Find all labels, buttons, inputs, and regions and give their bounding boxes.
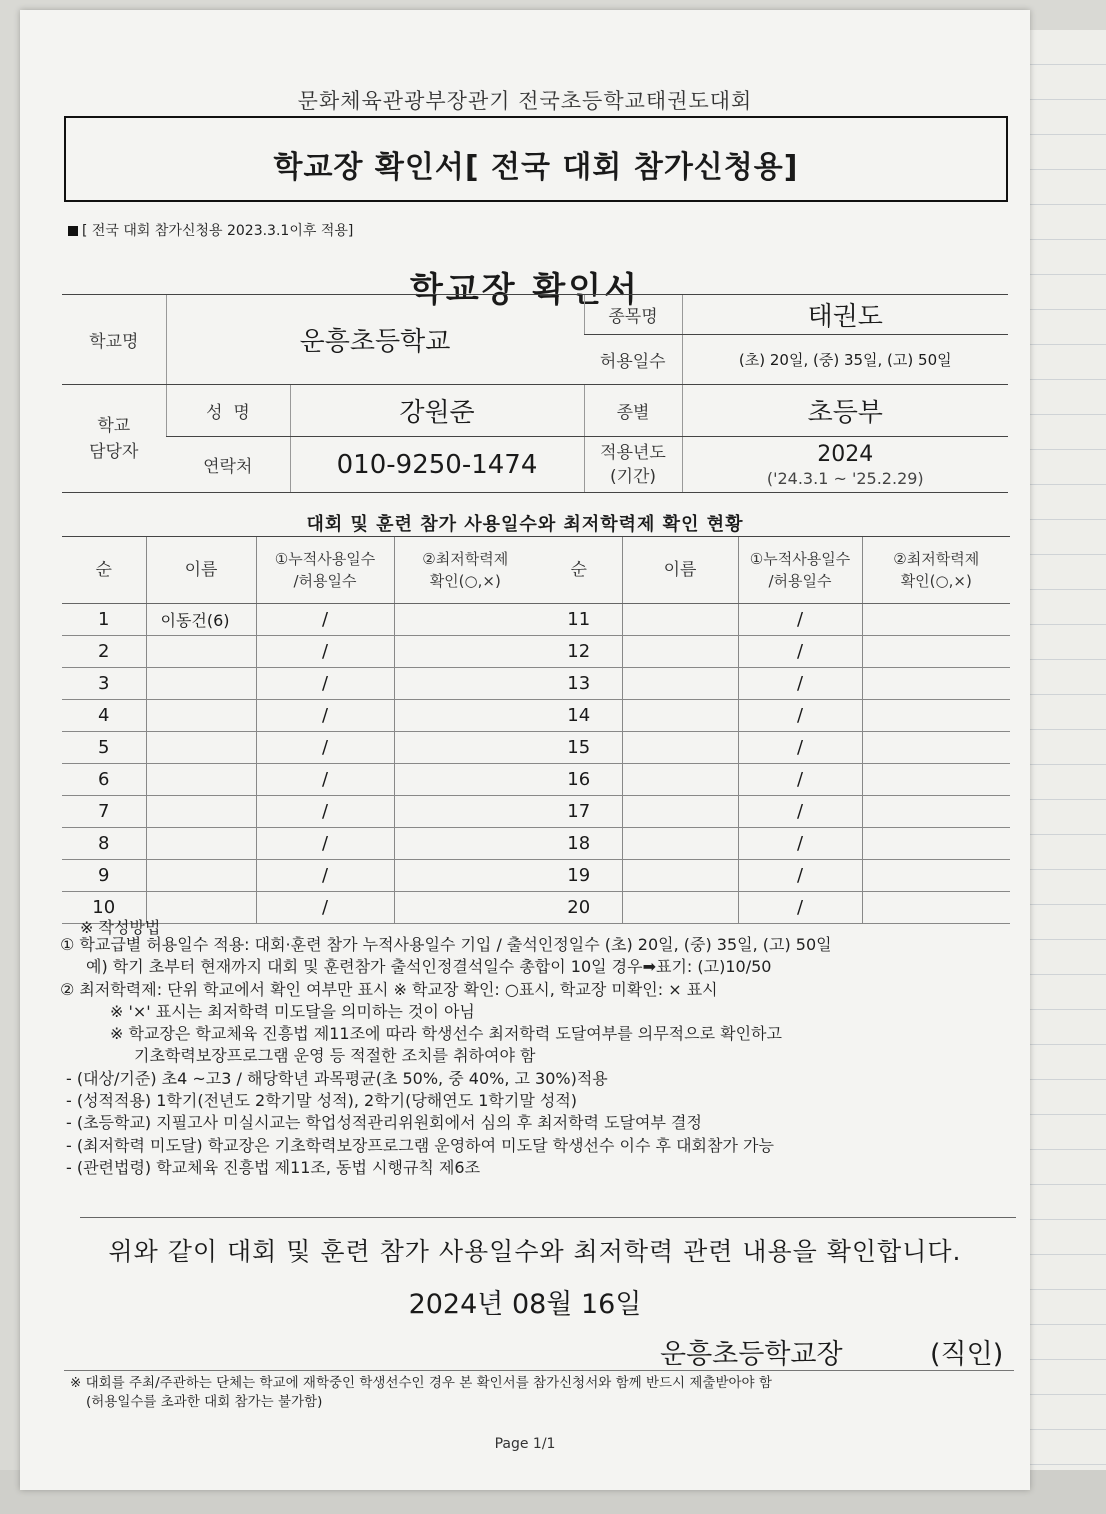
year-value: 2024 [817, 441, 874, 467]
row-name: 이동건(6) [146, 604, 256, 636]
col-no-header: 순 [62, 537, 146, 604]
form-title: 학교장 확인서[ 전국 대회 참가신청용] [273, 150, 799, 185]
row-check [862, 860, 1010, 892]
competition-title: 문화체육관광부장관기 전국초등학교태권도대회 [297, 89, 753, 113]
table-row [536, 636, 1010, 668]
row-name [146, 796, 256, 828]
table-row [536, 604, 1010, 636]
row-days: / [256, 636, 394, 668]
row-no: 13 [536, 668, 622, 700]
row-no: 16 [536, 764, 622, 796]
table-row [62, 732, 536, 764]
school-info-table [62, 294, 1008, 493]
row-check [394, 636, 536, 668]
table-row [536, 892, 1010, 924]
ledger-table-left [62, 536, 536, 924]
manager-label: 학교 담당자 [62, 385, 166, 493]
row-no: 19 [536, 860, 622, 892]
row-days: / [738, 796, 862, 828]
row-check [862, 764, 1010, 796]
confirmation-statement: 위와 같이 대회 및 훈련 참가 사용일수와 최저학력 관련 내용을 확인합니다. [108, 1237, 962, 1266]
confirmation-date: 2024년 08월 16일 [408, 1289, 642, 1320]
row-no: 17 [536, 796, 622, 828]
row-check [862, 892, 1010, 924]
row-no: 20 [536, 892, 622, 924]
table-row [536, 700, 1010, 732]
row-days: / [256, 796, 394, 828]
document-page [20, 10, 1030, 1490]
row-name [622, 668, 738, 700]
table-row [62, 796, 536, 828]
row-no: 5 [62, 732, 146, 764]
row-no: 9 [62, 860, 146, 892]
table-row [62, 604, 536, 636]
table-row [536, 860, 1010, 892]
table-row [62, 668, 536, 700]
school-name-label: 학교명 [62, 295, 166, 385]
footnote-line: (허용일수를 초과한 대회 참가는 불가함) [86, 1394, 323, 1410]
row-no: 2 [62, 636, 146, 668]
row-name [146, 700, 256, 732]
allowed-days-value: (초) 20일, (중) 35일, (고) 50일 [682, 335, 1008, 385]
col-check-header: ②최저학력제 확인(○,×) [862, 537, 1010, 604]
row-check [394, 700, 536, 732]
note-line: 예) 학기 초부터 현재까지 대회 및 훈련참가 출석인정결석일수 총합이 10일 경우➡표기: (고)10/50 [86, 957, 772, 977]
manager-name-value: 강원준 [290, 385, 584, 437]
event-label: 종목명 [584, 295, 682, 335]
row-check [394, 732, 536, 764]
row-check [862, 636, 1010, 668]
main-title: 학교장 확인서 [410, 270, 640, 310]
note-line: - (최저학력 미도달) 학교장은 기초학력보장프로그램 운영하여 미도달 학생선수 이수 후 대회참가 가능 [66, 1135, 774, 1155]
row-name [146, 764, 256, 796]
table-row [536, 668, 1010, 700]
note-line: ※ '×' 표시는 최저학력 미도달을 의미하는 것이 아님 [110, 1001, 475, 1021]
row-name [622, 732, 738, 764]
table-row [536, 732, 1010, 764]
row-name [146, 732, 256, 764]
official-seal-label: (직인) [930, 1339, 1004, 1370]
status-title: 대회 및 훈련 참가 사용일수와 최저학력제 확인 현황 [306, 514, 744, 535]
square-bullet-icon [68, 226, 78, 236]
note-line: ※ 학교장은 학교체육 진흥법 제11조에 따라 학생선수 최저학력 도달여부를 의무적으로 확인하고 [110, 1024, 782, 1044]
row-check [862, 700, 1010, 732]
row-check [862, 796, 1010, 828]
school-name-value: 운흥초등학교 [166, 295, 584, 385]
division-value: 초등부 [682, 385, 1008, 437]
divider [64, 1370, 1014, 1371]
note-line: - (대상/기준) 초4 ~고3 / 해당학년 과목평균(초 50%, 중 40%, 고 30%)적용 [66, 1068, 608, 1088]
table-row [62, 860, 536, 892]
table-row [536, 796, 1010, 828]
row-days: / [738, 636, 862, 668]
col-days-header: ①누적사용일수 /허용일수 [738, 537, 862, 604]
row-check [394, 860, 536, 892]
row-check [394, 796, 536, 828]
row-name [622, 796, 738, 828]
row-name [146, 860, 256, 892]
row-days: / [256, 700, 394, 732]
row-name [622, 700, 738, 732]
row-check [394, 892, 536, 924]
manager-name-label: 성 명 [166, 385, 290, 437]
row-days: / [738, 700, 862, 732]
row-name [146, 668, 256, 700]
row-name [622, 604, 738, 636]
row-check [862, 732, 1010, 764]
row-check [862, 604, 1010, 636]
row-no: 1 [62, 604, 146, 636]
row-name [622, 892, 738, 924]
row-days: / [738, 892, 862, 924]
table-row [62, 636, 536, 668]
col-no-header: 순 [536, 537, 622, 604]
row-check [862, 668, 1010, 700]
row-days: / [256, 604, 394, 636]
year-cell [682, 437, 1008, 493]
row-check [394, 668, 536, 700]
row-no: 8 [62, 828, 146, 860]
row-no: 3 [62, 668, 146, 700]
footnote-line: ※ 대회를 주최/주관하는 단체는 학교에 재학중인 학생선수인 경우 본 확인서를 참가신청서와 함께 반드시 제출받아야 함 [70, 1375, 772, 1391]
divider [80, 1217, 1016, 1218]
note-line: - (관련법령) 학교체육 진흥법 제11조, 동법 시행규칙 제6조 [66, 1157, 481, 1177]
signer-name: 운흥초등학교장 [660, 1339, 843, 1370]
row-no: 6 [62, 764, 146, 796]
row-no: 12 [536, 636, 622, 668]
application-note [68, 220, 353, 240]
footnote [70, 1374, 1020, 1412]
row-days: / [738, 668, 862, 700]
row-check [394, 604, 536, 636]
col-check-header: ②최저학력제 확인(○,×) [394, 537, 536, 604]
row-days: / [738, 764, 862, 796]
row-days: / [738, 860, 862, 892]
row-days: / [738, 828, 862, 860]
page-number: Page 1/1 [494, 1436, 556, 1452]
row-days: / [256, 828, 394, 860]
row-no: 15 [536, 732, 622, 764]
event-value: 태권도 [682, 295, 1008, 335]
row-name [146, 892, 256, 924]
row-no: 7 [62, 796, 146, 828]
division-label: 종별 [584, 385, 682, 437]
form-title-box [64, 116, 1008, 202]
year-period: ('24.3.1 ~ '25.2.29) [766, 468, 924, 488]
row-days: / [738, 604, 862, 636]
note-line: ① 학교급별 허용일수 적용: 대회·훈련 참가 누적사용일수 기입 / 출석인정일수 (초) 20일, (중) 35일, (고) 50일 [60, 935, 832, 954]
col-name-header: 이름 [146, 537, 256, 604]
row-check [394, 828, 536, 860]
row-no: 18 [536, 828, 622, 860]
note-line: - (초등학교) 지필고사 미실시교는 학업성적관리위원회에서 심의 후 최저학력 도달여부 결정 [66, 1113, 702, 1133]
row-days: / [256, 892, 394, 924]
table-row [62, 700, 536, 732]
table-row [62, 828, 536, 860]
contact-label: 연락처 [166, 437, 290, 493]
year-label: 적용년도 (기간) [584, 437, 682, 493]
howto-notes [60, 934, 1020, 1179]
row-name [622, 636, 738, 668]
contact-value: 010-9250-1474 [290, 437, 584, 493]
ledger-table-right [536, 536, 1010, 924]
row-days: / [256, 732, 394, 764]
table-row [536, 764, 1010, 796]
row-days: / [256, 860, 394, 892]
row-check [862, 828, 1010, 860]
row-name [146, 828, 256, 860]
row-check [394, 764, 536, 796]
row-name [146, 636, 256, 668]
note-line: - (성적적용) 1학기(전년도 2학기말 성적), 2학기(당해연도 1학기말 성적) [66, 1091, 578, 1111]
application-note-text: [ 전국 대회 참가신청용 2023.3.1이후 적용] [82, 223, 354, 239]
row-no: 4 [62, 700, 146, 732]
row-no: 10 [62, 892, 146, 924]
col-days-header: ①누적사용일수 /허용일수 [256, 537, 394, 604]
table-row [62, 764, 536, 796]
row-days: / [256, 764, 394, 796]
row-days: / [256, 668, 394, 700]
col-name-header: 이름 [622, 537, 738, 604]
note-line: ② 최저학력제: 단위 학교에서 확인 여부만 표시 ※ 학교장 확인: ○표시, 학교장 미확인: × 표시 [60, 979, 718, 999]
row-name [622, 860, 738, 892]
row-name [622, 764, 738, 796]
row-no: 11 [536, 604, 622, 636]
row-no: 14 [536, 700, 622, 732]
table-row [536, 828, 1010, 860]
row-days: / [738, 732, 862, 764]
note-line: 기초학력보장프로그램 운영 등 적절한 조치를 취하여야 함 [134, 1046, 536, 1066]
allowed-days-label: 허용일수 [584, 335, 682, 385]
howto-title: ※ 작성방법 [80, 918, 161, 937]
row-name [622, 828, 738, 860]
